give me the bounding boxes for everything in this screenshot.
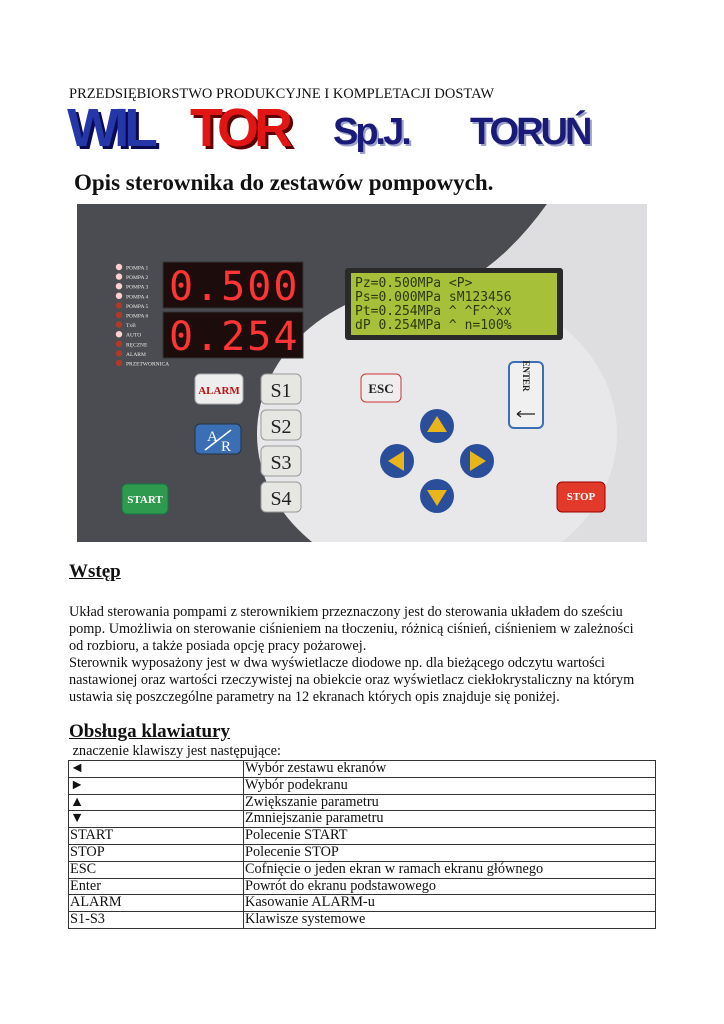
document-title: Opis sterownika do zestawów pompowych. [74,170,494,195]
s3-label: S3 [270,452,292,474]
led-label: POMPA 6 [126,313,149,320]
led-indicator [116,264,122,270]
key-cell: ► [69,777,244,794]
description-cell: Cofnięcie o jeden ekran w ramach ekranu głównego [244,861,656,878]
key-cell: S1-S3 [69,912,244,929]
lcd-line: Pz=0.500MPa <P> [355,276,473,291]
key-cell: ▼ [69,811,244,828]
display-bottom-value: 0.254 [169,314,300,360]
nav-right-button[interactable] [460,444,494,478]
s1-button[interactable] [261,374,301,404]
led-label: POMPA 4 [126,294,149,301]
key-table-row [69,844,656,861]
key-table-row [69,794,656,811]
intro-paragraph [69,604,634,706]
key-table-row [69,828,656,845]
led-label: POMPA 5 [126,303,149,310]
key-cell: ◄ [69,761,244,778]
intro-line: nastawionej oraz wartości rzeczywistej na obiekcie oraz wyświetlacz ciekłokrystaliczny na którym [69,672,635,688]
s2-button[interactable] [261,410,301,440]
led-label: RĘCZNE [126,342,148,349]
led-indicator [116,331,122,337]
key-table [68,760,656,929]
section-heading-intro: Wstęp [69,561,121,582]
logo-city: TORUŃ [470,111,590,153]
led-label: POMPA 3 [126,284,149,291]
enter-button[interactable] [509,360,543,428]
ar-top-label: A [207,429,218,445]
intro-line: od rozbioru, a także posiada opcję pracy pożarowej. [69,638,367,654]
display-top-value: 0.500 [169,264,300,310]
keyboard-subtitle: znaczenie klawiszy jest następujące: [69,743,281,759]
nav-left-button[interactable] [380,444,414,478]
esc-label: ESC [368,381,394,396]
intro-line: Układ sterowania pompami z sterownikiem przeznaczony jest do sterowania układem do sześciu [69,604,623,620]
logo-wil: WIL [67,98,153,158]
logo-legal-form: Sp.J. [333,111,409,153]
led-label: TxB [126,323,136,330]
lcd-line: Pt=0.254MPa ^ ^F^^xx [355,304,512,319]
key-cell: ALARM [69,895,244,912]
s1-label: S1 [270,380,292,402]
alarm-button[interactable] [195,374,243,404]
key-table-row [69,861,656,878]
alarm-label: ALARM [198,385,240,397]
s4-button[interactable] [261,482,301,512]
intro-line: pomp. Umożliwia on sterowanie ciśnieniem na tłoczeniu, różnicą ciśnień, ciśnieniem w zależności [69,621,634,637]
intro-line: Sterownik wyposażony jest w dwa wyświetlacze diodowe np. dla bieżącego odczytu wartości [69,655,605,671]
ar-bottom-label: R [221,439,232,455]
s4-label: S4 [270,488,292,510]
lcd-line: Ps=0.000MPa sM123456 [355,290,512,305]
key-cell: STOP [69,844,244,861]
description-cell: Polecenie START [244,828,656,845]
s3-button[interactable] [261,446,301,476]
description-cell: Kasowanie ALARM-u [244,895,656,912]
description-cell: Wybór zestawu ekranów [244,761,656,778]
stop-label: STOP [566,491,596,503]
key-table-row [69,777,656,794]
description-cell: Zmniejszanie parametru [244,811,656,828]
led-indicator [116,350,122,356]
description-cell: Powrót do ekranu podstawowego [244,878,656,895]
key-table-row [69,811,656,828]
led-label: POMPA 2 [126,275,149,282]
led-label: PRZETWORNICA [126,361,170,368]
enter-label: ENTER [521,360,531,392]
key-table-row [69,895,656,912]
led-label: POMPA 1 [126,265,149,272]
led-indicator [116,312,122,318]
description-cell: Wybór podekranu [244,777,656,794]
nav-down-button[interactable] [420,479,454,513]
controller-photo [77,204,647,542]
description-cell: Polecenie STOP [244,844,656,861]
company-line: PRZEDSIĘBIORSTWO PRODUKCYJNE I KOMPLETACJI DOSTAW [69,86,495,102]
led-indicator [116,360,122,366]
led-indicator [116,283,122,289]
led-label: ALARM [126,351,146,358]
logo-tor: TOR [190,98,289,158]
section-heading-keyboard: Obsługa klawiatury [69,721,231,742]
key-cell: ESC [69,861,244,878]
auto-manual-button[interactable] [195,424,241,455]
key-cell: ▲ [69,794,244,811]
led-indicator [116,341,122,347]
led-indicator [116,273,122,279]
led-indicator [116,302,122,308]
start-button[interactable] [122,484,168,514]
key-table-row [69,761,656,778]
key-table-row [69,878,656,895]
description-cell: Zwiększanie parametru [244,794,656,811]
start-label: START [127,494,163,506]
description-cell: Klawisze systemowe [244,912,656,929]
stop-button[interactable] [557,482,605,512]
s2-label: S2 [270,416,292,438]
lcd-line: dP 0.254MPa ^ n=100% [355,318,512,333]
nav-up-button[interactable] [420,409,454,443]
led-indicator [116,293,122,299]
intro-line: ustawia się poszczególne parametry na 12 ekranach których opis znajduje się poniżej. [69,689,560,705]
key-cell: START [69,828,244,845]
led-label: AUTO [126,332,142,339]
key-cell: Enter [69,878,244,895]
esc-button[interactable] [361,374,401,402]
key-table-row [69,912,656,929]
led-indicator [116,321,122,327]
